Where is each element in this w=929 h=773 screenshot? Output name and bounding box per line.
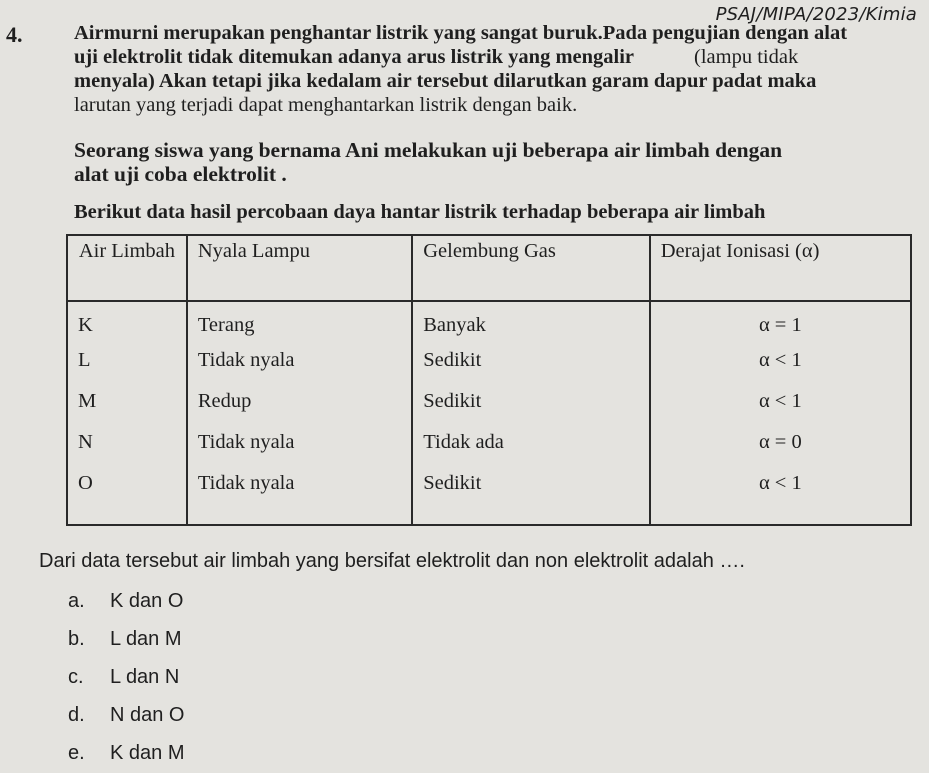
option-text: K dan M bbox=[110, 742, 185, 765]
cell-gas: Sedikit bbox=[412, 385, 649, 426]
option-text: L dan M bbox=[110, 627, 182, 650]
question-paragraph-1 bbox=[74, 21, 910, 117]
option-text: K dan O bbox=[110, 589, 184, 612]
paragraph-line: larutan yang terjadi dapat menghantarkan listrik dengan baik. bbox=[74, 94, 578, 116]
cell-air: M bbox=[67, 385, 187, 426]
option-letter: c. bbox=[68, 665, 84, 688]
paragraph-line: alat uji coba elektrolit . bbox=[74, 162, 287, 186]
header-air-limbah: Air Limbah bbox=[67, 235, 187, 301]
cell-lampu: Tidak nyala bbox=[187, 426, 412, 467]
cell-gas: Sedikit bbox=[412, 344, 649, 385]
table-row bbox=[67, 467, 911, 525]
header-gelembung-gas: Gelembung Gas bbox=[412, 235, 649, 301]
cell-lampu: Tidak nyala bbox=[187, 467, 412, 525]
question-prompt: Dari data tersebut air limbah yang bersifat elektrolit dan non elektrolit adalah …. bbox=[39, 550, 745, 572]
cell-lampu: Tidak nyala bbox=[187, 344, 412, 385]
exam-code: PSAJ/MIPA/2023/Kimia bbox=[715, 4, 917, 25]
paragraph-line: Seorang siswa yang bernama Ani melakukan uji beberapa air limbah dengan bbox=[74, 138, 783, 162]
cell-gas: Banyak bbox=[412, 301, 649, 344]
experiment-table bbox=[66, 234, 912, 526]
option-e[interactable] bbox=[68, 735, 184, 773]
cell-air: N bbox=[67, 426, 187, 467]
table-intro: Berikut data hasil percobaan daya hantar listrik terhadap beberapa air limbah bbox=[74, 201, 766, 223]
cell-air: L bbox=[67, 344, 187, 385]
table-row bbox=[67, 344, 911, 385]
paragraph-line: uji elektrolit tidak ditemukan adanya arus listrik yang mengalir (lampu tidak bbox=[74, 46, 799, 68]
option-text: L dan N bbox=[110, 665, 180, 688]
paragraph-line: Airmurni merupakan penghantar listrik yang sangat buruk.Pada pengujian dengan alat bbox=[74, 22, 848, 44]
option-a[interactable] bbox=[68, 582, 184, 620]
paragraph-line: menyala) Akan tetapi jika kedalam air tersebut dilarutkan garam dapur padat maka bbox=[74, 70, 817, 92]
table-row bbox=[67, 301, 911, 344]
question-number: 4. bbox=[6, 22, 23, 47]
cell-gas: Sedikit bbox=[412, 467, 649, 525]
header-derajat-ionisasi: Derajat Ionisasi (α) bbox=[650, 235, 911, 301]
answer-options bbox=[68, 582, 184, 773]
cell-air: K bbox=[67, 301, 187, 344]
option-text: N dan O bbox=[110, 704, 185, 727]
option-letter: e. bbox=[68, 742, 85, 765]
table-row bbox=[67, 385, 911, 426]
option-letter: a. bbox=[68, 589, 85, 612]
cell-lampu: Redup bbox=[187, 385, 412, 426]
header-nyala-lampu: Nyala Lampu bbox=[187, 235, 412, 301]
cell-alpha: α < 1 bbox=[650, 467, 911, 525]
question-paragraph-2 bbox=[74, 138, 910, 186]
option-letter: b. bbox=[68, 627, 85, 650]
table-row bbox=[67, 426, 911, 467]
table-header-row bbox=[67, 235, 911, 301]
cell-alpha: α < 1 bbox=[650, 385, 911, 426]
cell-alpha: α = 1 bbox=[650, 301, 911, 344]
option-letter: d. bbox=[68, 704, 85, 727]
option-c[interactable] bbox=[68, 658, 184, 696]
cell-gas: Tidak ada bbox=[412, 426, 649, 467]
cell-alpha: α = 0 bbox=[650, 426, 911, 467]
option-b[interactable] bbox=[68, 620, 184, 658]
cell-alpha: α < 1 bbox=[650, 344, 911, 385]
cell-air: O bbox=[67, 467, 187, 525]
option-d[interactable] bbox=[68, 697, 184, 735]
cell-lampu: Terang bbox=[187, 301, 412, 344]
